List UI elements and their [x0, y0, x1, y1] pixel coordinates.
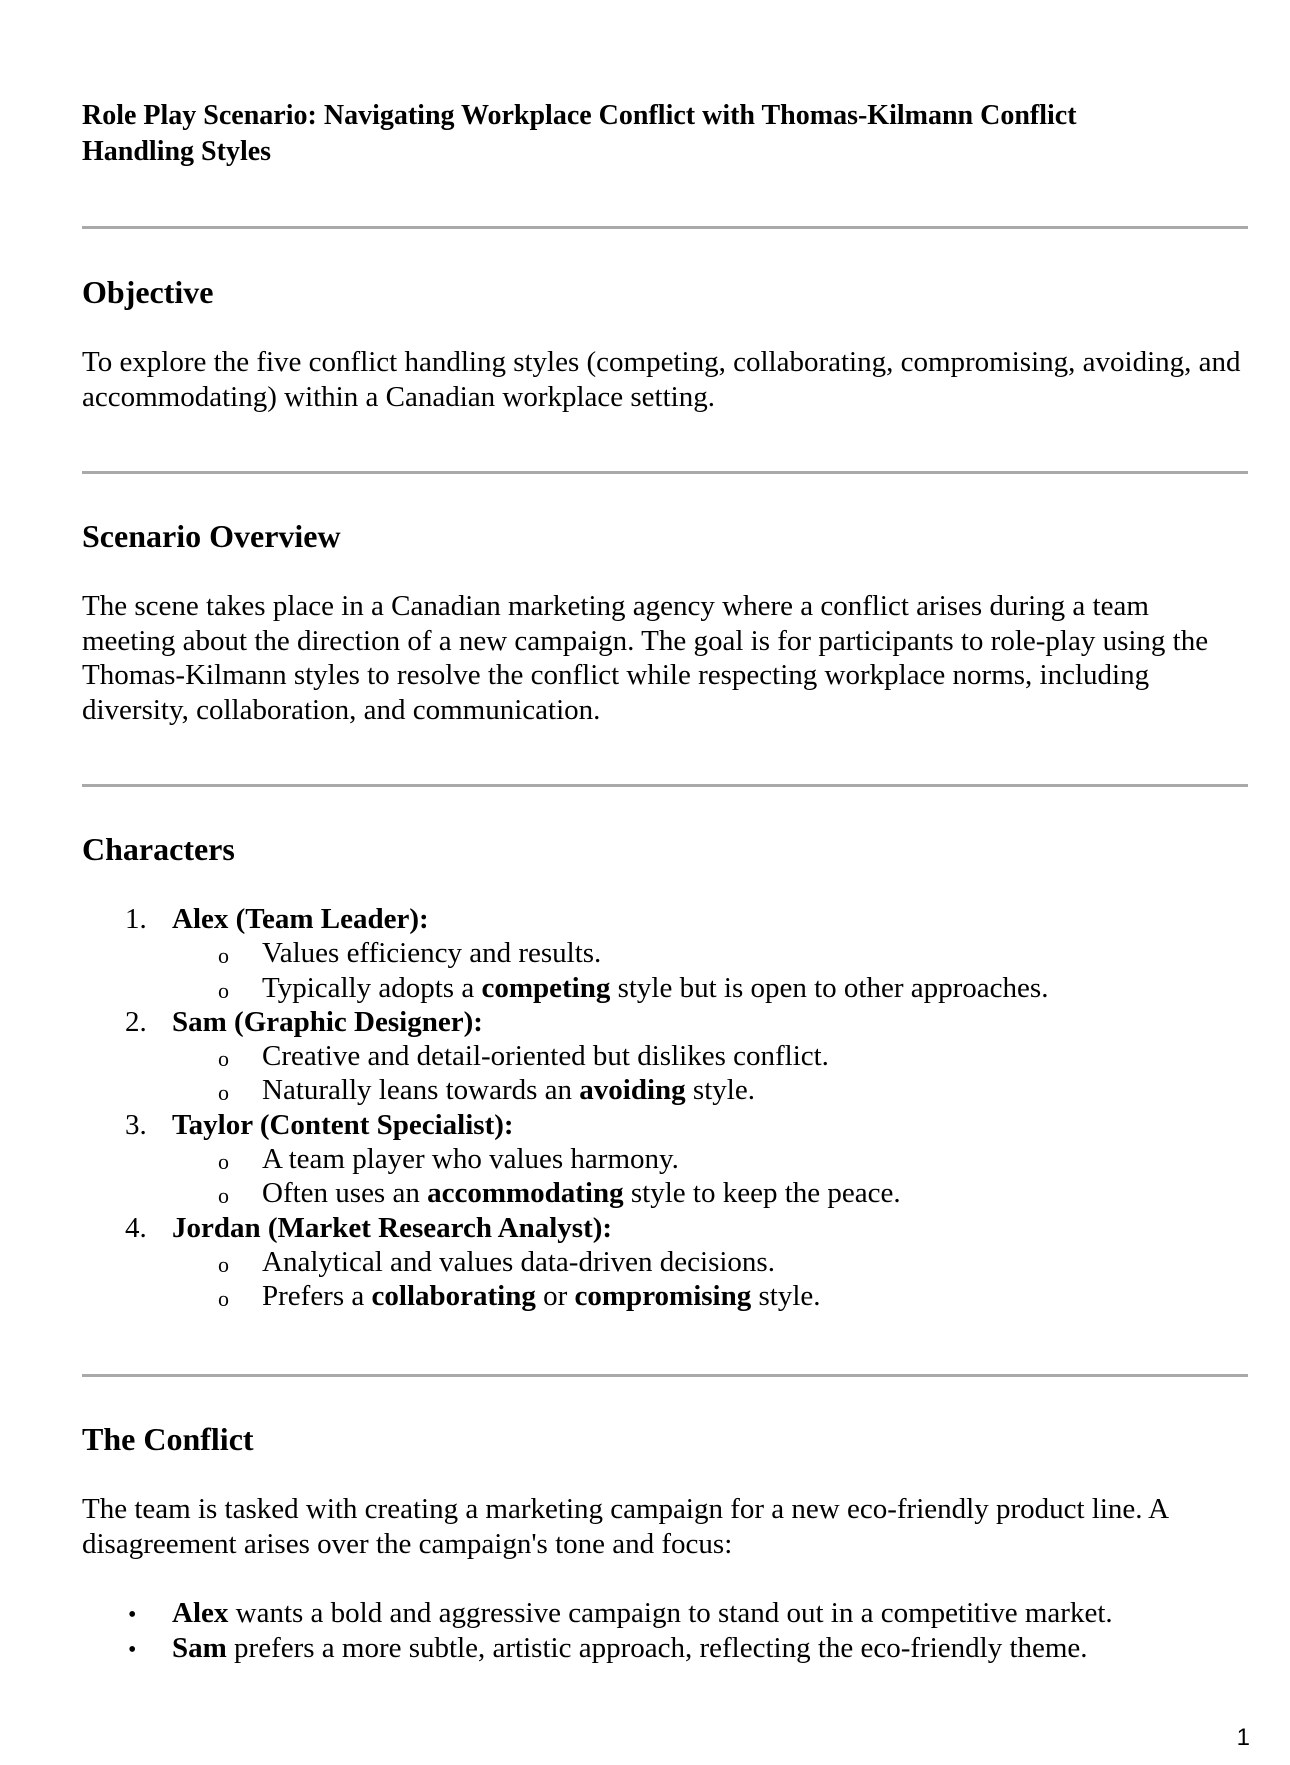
objective-text: To explore the five conflict handling styles (competing, collaborating, compromising, avoiding, and accommodating) within a Canadian workplace setting.	[82, 346, 1241, 413]
circle-bullet-icon: o	[218, 1046, 229, 1072]
characters-list	[82, 902, 1248, 1314]
overview-text: The scene takes place in a Canadian marketing agency where a conflict arises during a team meeting about the direction of a new campaign. The goal is for participants to role-play using the Thomas-Kilmann styles to resolve the conflict while respecting workplace norms, including diversity, collaboration, and communication.	[82, 590, 1209, 726]
character-item	[82, 1108, 1248, 1142]
circle-bullet-icon: o	[218, 1183, 229, 1209]
character-trait	[82, 1073, 1248, 1107]
conflict-heading: The Conflict	[82, 1421, 254, 1457]
character-item	[82, 1211, 1248, 1245]
circle-bullet-icon: o	[218, 1286, 229, 1312]
conflict-bullets	[82, 1596, 1248, 1665]
style-keyword: accommodating	[427, 1177, 624, 1210]
circle-bullet-icon: o	[218, 1080, 229, 1106]
characters-heading: Characters	[82, 831, 235, 867]
trait-text: Creative and detail-oriented but dislikes conflict.	[262, 1040, 829, 1073]
list-number: 3.	[125, 1108, 147, 1141]
character-trait	[82, 1176, 1248, 1210]
overview-heading: Scenario Overview	[82, 518, 341, 554]
list-number: 4.	[125, 1211, 147, 1244]
trait-text: Values efficiency and results.	[262, 937, 602, 970]
trait-text: A team player who values harmony.	[262, 1143, 679, 1176]
conflict-text: The team is tasked with creating a marketing campaign for a new eco-friendly product line. A disagreement arises over the campaign's tone and focus:	[82, 1493, 1168, 1560]
character-name: Sam (Graphic Designer):	[172, 1005, 483, 1038]
trait-text: Naturally leans towards an avoiding style.	[262, 1074, 755, 1107]
bullet-icon: •	[128, 1602, 137, 1628]
list-item	[82, 1631, 1248, 1666]
character-trait	[82, 1245, 1248, 1279]
character-name: Alex (Team Leader):	[172, 903, 429, 935]
objective-heading: Objective	[82, 274, 214, 310]
character-trait	[82, 1039, 1248, 1073]
character-item	[82, 902, 1248, 936]
divider	[82, 1374, 1248, 1377]
divider	[82, 226, 1248, 229]
style-keyword: compromising	[574, 1280, 752, 1313]
list-item	[82, 1596, 1248, 1631]
bullet-text: Sam prefers a more subtle, artistic approach, reflecting the eco-friendly theme.	[172, 1631, 1088, 1664]
document-title: Role Play Scenario: Navigating Workplace Conflict with Thomas-Kilmann Conflict Handling Styles	[82, 100, 1077, 167]
trait-text: Typically adopts a competing style but is open to other approaches.	[262, 971, 1049, 1004]
trait-text: Often uses an accommodating style to keep the peace.	[262, 1177, 901, 1210]
list-number: 1.	[125, 903, 147, 935]
divider	[82, 784, 1248, 787]
style-keyword: collaborating	[371, 1280, 536, 1313]
character-item	[82, 1005, 1248, 1039]
trait-text: Prefers a collaborating or compromising style.	[262, 1280, 821, 1313]
character-trait	[82, 1279, 1248, 1313]
list-number: 2.	[125, 1005, 147, 1038]
circle-bullet-icon: o	[218, 1149, 229, 1175]
bullet-text: Alex wants a bold and aggressive campaign to stand out in a competitive market.	[172, 1597, 1113, 1629]
trait-text: Analytical and values data-driven decisions.	[262, 1245, 775, 1278]
page-number: 1	[1236, 1724, 1250, 1751]
divider	[82, 471, 1248, 474]
style-keyword: competing	[481, 971, 611, 1004]
circle-bullet-icon: o	[218, 977, 229, 1003]
character-trait	[82, 971, 1248, 1005]
character-trait	[82, 1142, 1248, 1176]
character-name: Taylor (Content Specialist):	[172, 1108, 514, 1141]
character-trait	[82, 936, 1248, 970]
document-page	[82, 0, 1248, 1765]
style-keyword: avoiding	[579, 1074, 686, 1107]
character-name: Jordan (Market Research Analyst):	[172, 1211, 613, 1244]
circle-bullet-icon: o	[218, 943, 229, 969]
circle-bullet-icon: o	[218, 1251, 229, 1277]
bullet-icon: •	[128, 1636, 137, 1663]
